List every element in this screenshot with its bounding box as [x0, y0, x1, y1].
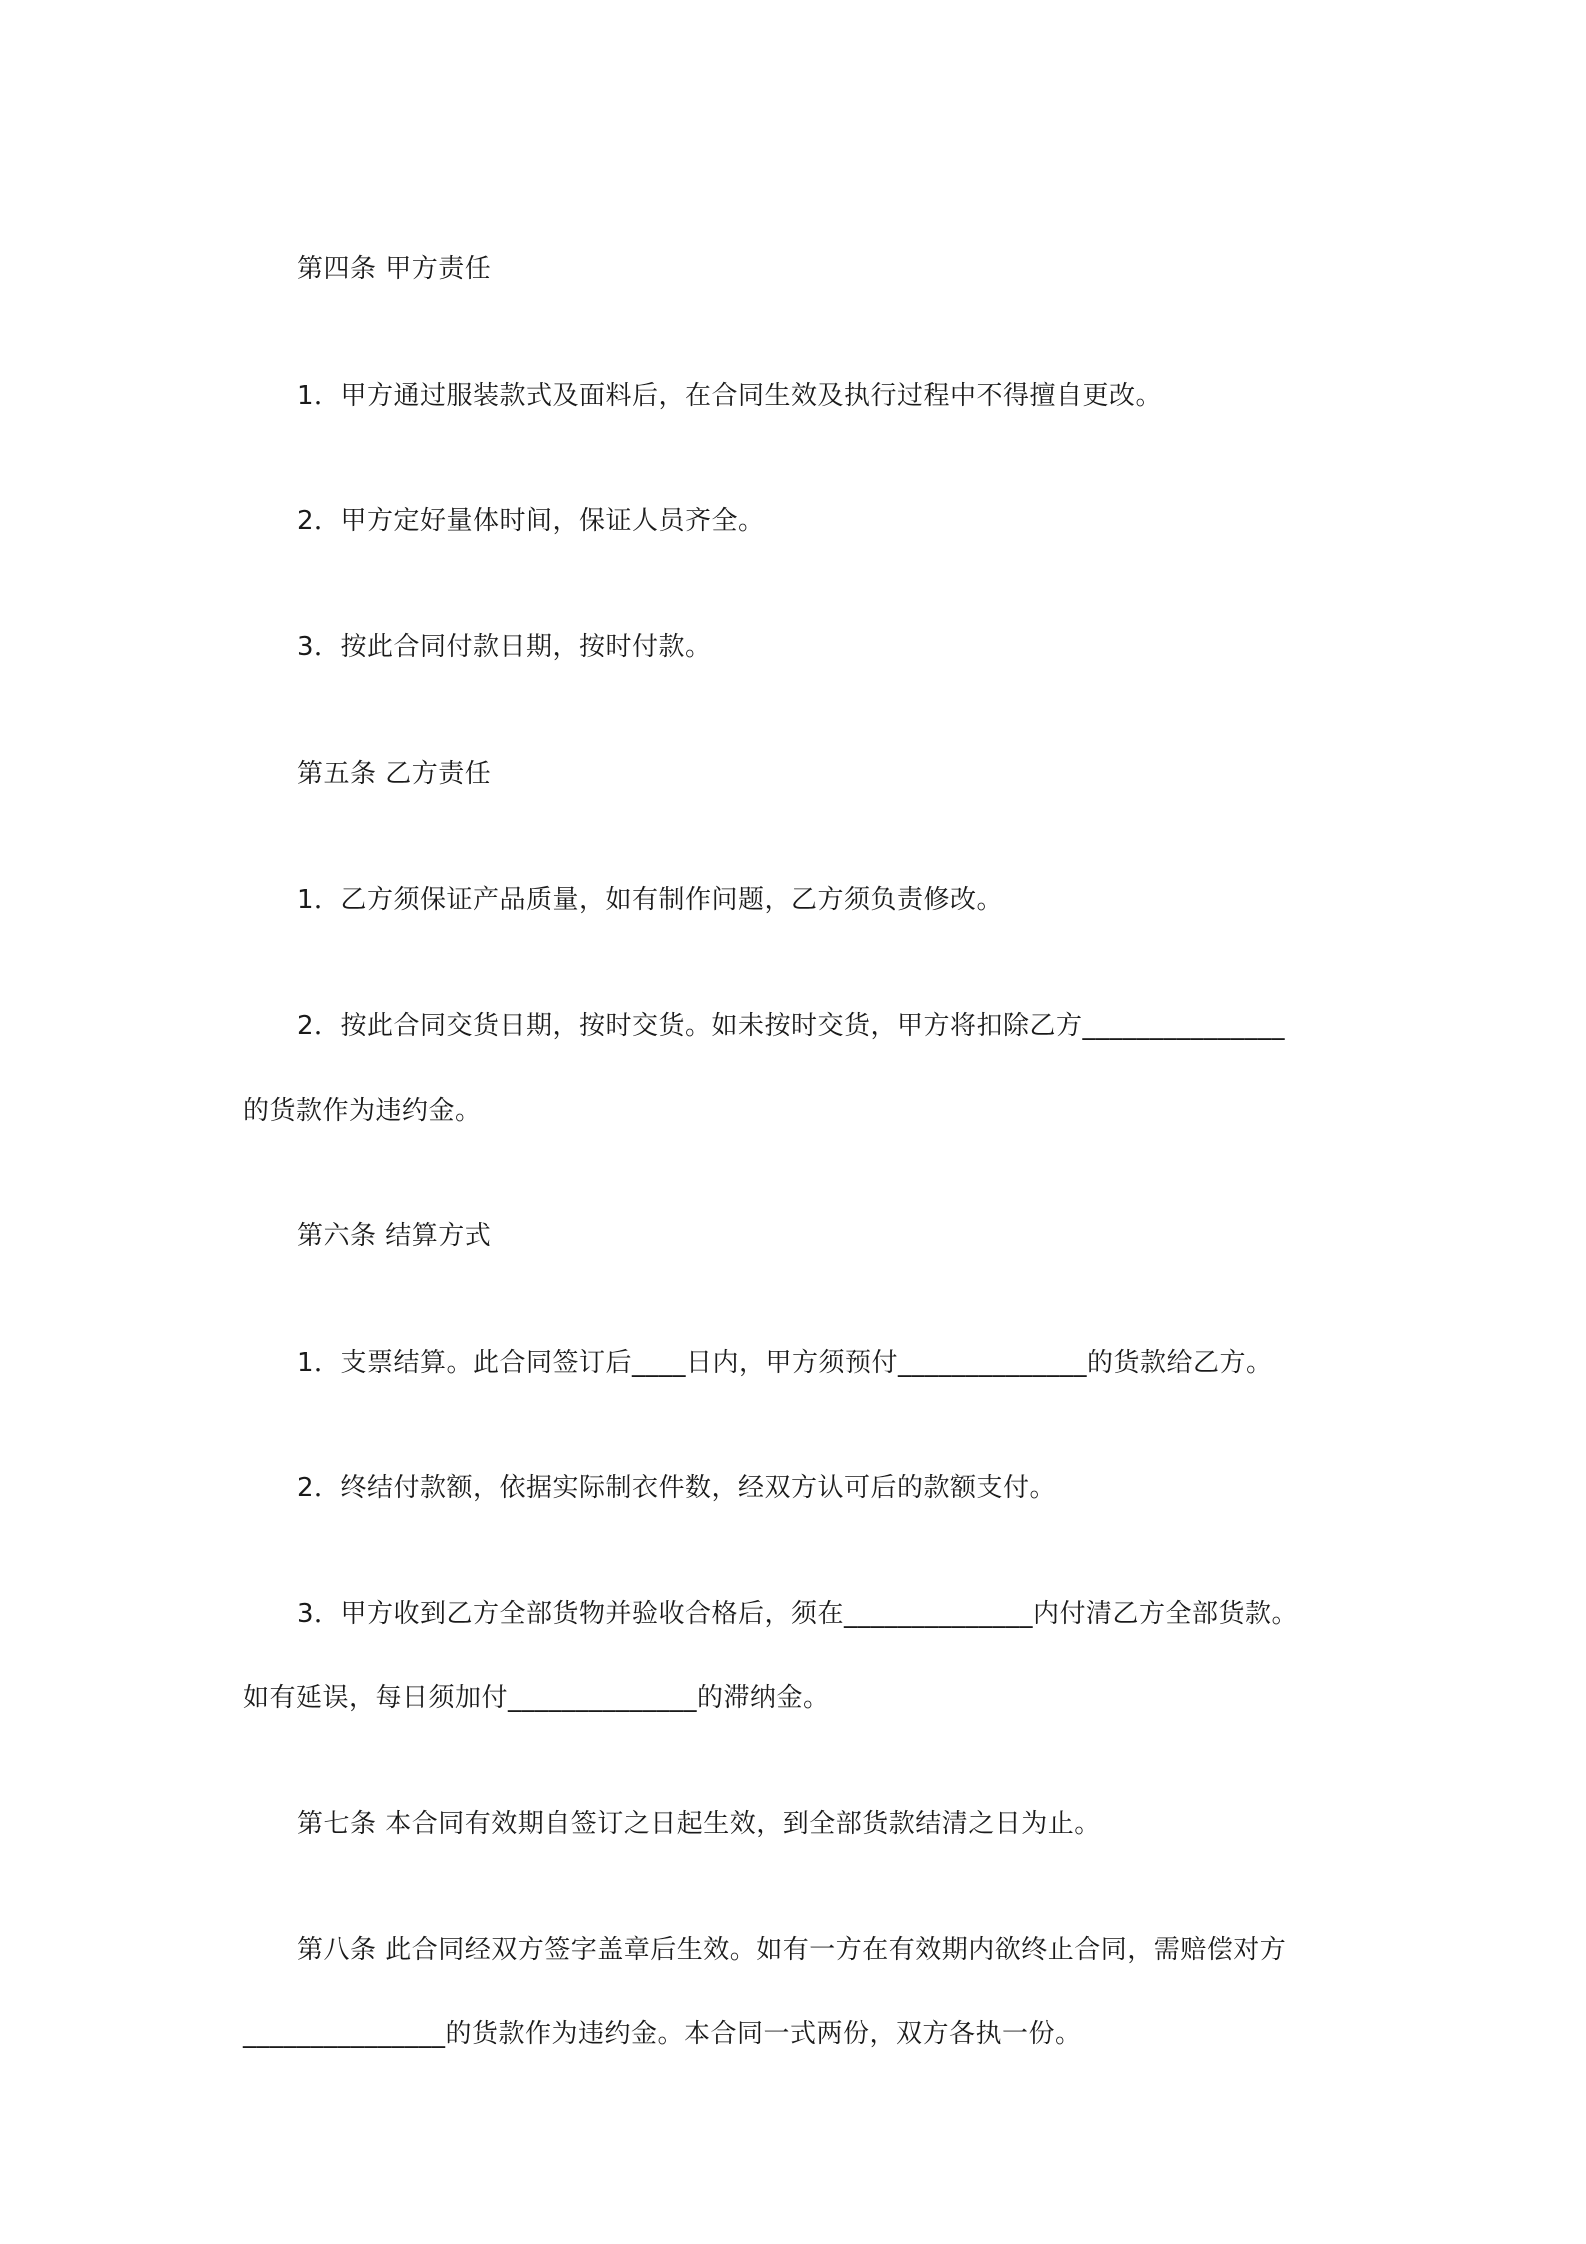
article-7: 第七条 本合同有效期自签订之日起生效，到全部货款结清之日为止。 [297, 1809, 1101, 1839]
article-4-heading: 第四条 甲方责任 [297, 254, 492, 284]
article-8-line-2: _______________的货款作为违约金。本合同一式两份，双方各执一份。 [243, 2019, 1082, 2049]
article-5-item-1: 1．乙方须保证产品质量，如有制作问题，乙方须负责修改。 [297, 885, 1004, 915]
article-4-item-1: 1．甲方通过服装款式及面料后，在合同生效及执行过程中不得擅自更改。 [297, 381, 1163, 411]
article-5-heading: 第五条 乙方责任 [297, 759, 492, 789]
article-6-item-1: 1．支票结算。此合同签订后____日内，甲方须预付______________的货款给乙方。 [297, 1348, 1273, 1378]
article-8-line-1: 第八条 此合同经双方签字盖章后生效。如有一方在有效期内欲终止合同，需赔偿对方 [297, 1935, 1287, 1965]
article-6-item-2: 2．终结付款额，依据实际制衣件数，经双方认可后的款额支付。 [297, 1473, 1057, 1503]
article-6-heading: 第六条 结算方式 [297, 1221, 492, 1251]
article-4-item-2: 2．甲方定好量体时间，保证人员齐全。 [297, 506, 765, 536]
article-6-item-3-line-2: 如有延误，每日须加付______________的滞纳金。 [243, 1683, 830, 1713]
article-4-item-3: 3．按此合同付款日期，按时付款。 [297, 632, 712, 662]
article-5-item-2-line-2: 的货款作为违约金。 [243, 1096, 482, 1126]
article-6-item-3-line-1: 3．甲方收到乙方全部货物并验收合格后，须在______________内付清乙方全部货款。 [297, 1599, 1299, 1629]
article-5-item-2-line-1: 2．按此合同交货日期，按时交货。如未按时交货，甲方将扣除乙方_______________ [297, 1011, 1286, 1041]
